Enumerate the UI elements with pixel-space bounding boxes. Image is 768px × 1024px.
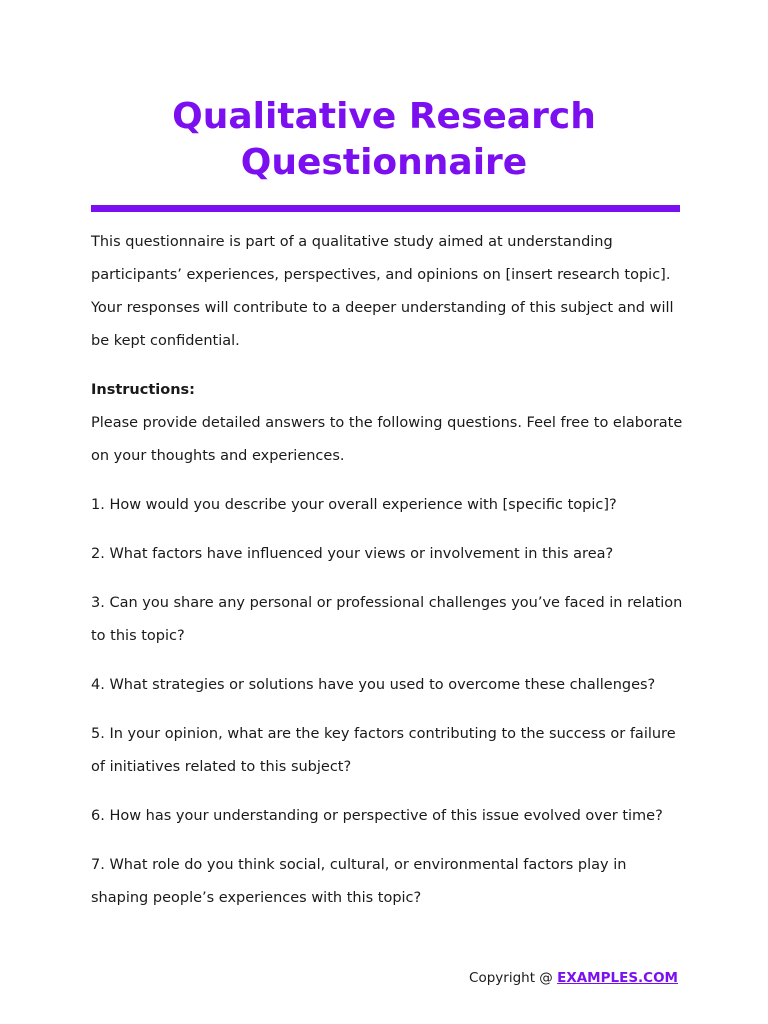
question-2: 2. What factors have influenced your views or involvement in this area? (91, 546, 614, 562)
title-divider (91, 205, 680, 212)
title-line-1: Qualitative Research (172, 96, 596, 137)
document-title (0, 94, 768, 186)
instructions-heading: Instructions: (91, 382, 195, 398)
question-1: 1. How would you describe your overall experience with [specific topic]? (91, 497, 617, 513)
copyright-footer (469, 970, 678, 986)
question-3: 3. Can you share any personal or professional challenges you’ve faced in relation to this topic? (91, 595, 683, 644)
document-body (91, 226, 686, 931)
title-line-2: Questionnaire (240, 142, 528, 183)
intro-paragraph: This questionnaire is part of a qualitative study aimed at understanding participants’ experiences, perspectives, and opinions on [insert research topic]. Your responses will contribute to a deeper understanding of this subject and will be kept confidential. (91, 234, 674, 349)
examples-link[interactable]: EXAMPLES.COM (557, 970, 678, 986)
question-4: 4. What strategies or solutions have you used to overcome these challenges? (91, 677, 656, 693)
question-6: 6. How has your understanding or perspective of this issue evolved over time? (91, 808, 663, 824)
question-7: 7. What role do you think social, cultural, or environmental factors play in shaping people’s experiences with this topic? (91, 857, 627, 906)
question-5: 5. In your opinion, what are the key factors contributing to the success or failure of initiatives related to this subject? (91, 726, 676, 775)
copyright-text: Copyright @ (469, 970, 558, 986)
instructions-text: Please provide detailed answers to the following questions. Feel free to elaborate on your thoughts and experiences. (91, 415, 683, 464)
